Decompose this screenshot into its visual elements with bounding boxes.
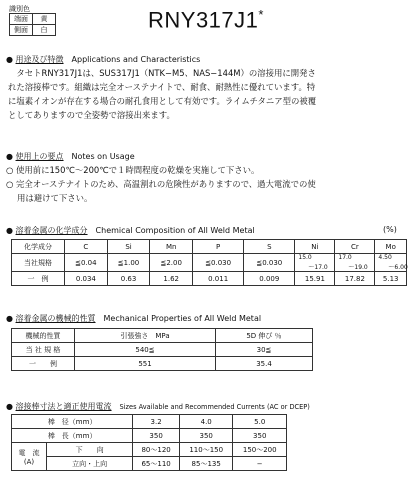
range-low: 17.0 — [338, 254, 352, 261]
table-cell: − — [233, 457, 287, 471]
column-header: C — [65, 240, 108, 254]
table-cell-range — [295, 254, 335, 272]
table-cell-range — [335, 254, 375, 272]
heading-en: Chemical Composition of All Weld Metal — [95, 226, 255, 235]
applications-paragraph — [8, 66, 316, 122]
paragraph-line: に塩素イオンが存在する場合の耐孔食用として有効です。ライムチタニア型の被覆 — [8, 96, 317, 106]
paragraph-line: タセトRNY317J1は、SUS317J1（NTK−M5、NAS−144M）の溶接用に開発さ — [8, 68, 316, 78]
table-header-row — [12, 240, 407, 254]
heading-jp: 溶接棒寸法と適正使用電流 — [15, 402, 112, 411]
row-label: 一 例 — [12, 272, 65, 286]
row-label: 当社規格 — [12, 254, 65, 272]
heading-jp: 使用上の要点 — [15, 152, 64, 161]
heading-jp: 溶着金属の機械的性質 — [15, 314, 96, 323]
column-header: Si — [107, 240, 150, 254]
sizes-currents-table — [11, 414, 287, 471]
product-title — [148, 7, 264, 33]
table-cell: 15.91 — [295, 272, 335, 286]
table-cell: 1.62 — [150, 272, 193, 286]
section-heading-chemical: ● 溶着金属の化学成分 Chemical Composition of All Weld Metal — [6, 226, 255, 235]
range-high: 〜17.0 — [308, 264, 328, 271]
column-header: Mo — [375, 240, 407, 254]
chemical-unit: (%) — [383, 225, 397, 234]
column-header: S — [244, 240, 295, 254]
chemical-composition-table — [11, 239, 407, 286]
table-row-spec — [12, 343, 313, 357]
column-header: 化学成分 — [12, 240, 65, 254]
table-cell: 80〜120 — [133, 443, 180, 457]
table-cell: ≦2.00 — [150, 254, 193, 272]
range-high: 〜6.00 — [388, 264, 408, 271]
table-cell: ≦0.030 — [193, 254, 244, 272]
table-cell: 5.13 — [375, 272, 407, 286]
table-cell: 150〜200 — [233, 443, 287, 457]
table-cell: ≦0.030 — [244, 254, 295, 272]
table-row-vertical — [12, 457, 287, 471]
row-label: 棒 長（mm） — [12, 429, 133, 443]
note-item: ○ 完全オーステナイトのため、高温割れの危険性がありますので、過大電流での使 — [6, 179, 316, 189]
table-row-diameter — [12, 415, 287, 429]
column-header: 5D 伸び ％ — [216, 329, 313, 343]
table-cell: 35.4 — [216, 357, 313, 371]
row-label: 一 例 — [12, 357, 75, 371]
table-cell: 350 — [179, 429, 233, 443]
current-unit: (A) — [23, 457, 35, 466]
row-label: 当 社 規 格 — [12, 343, 75, 357]
column-header: Cr — [335, 240, 375, 254]
position-label: 下 向 — [47, 443, 133, 457]
column-header: 機械的性質 — [12, 329, 75, 343]
current-label: 電 流 — [18, 448, 40, 457]
table-cell: 5.0 — [233, 415, 287, 429]
id-cell-value: 黄 — [33, 14, 56, 25]
heading-jp: 溶着金属の化学成分 — [15, 226, 88, 235]
table-row-example — [12, 357, 313, 371]
current-label-cell — [12, 443, 47, 471]
paragraph-line: れた溶接棒です。組織は完全オーステナイトで、耐食、耐熱性に優れています。特 — [8, 82, 316, 92]
table-cell: 350 — [233, 429, 287, 443]
table-row-flat — [12, 443, 287, 457]
row-label: 棒 径（mm） — [12, 415, 133, 429]
column-header: Mn — [150, 240, 193, 254]
identification-color-table — [9, 13, 56, 36]
table-header-row — [12, 329, 313, 343]
table-cell: 551 — [75, 357, 216, 371]
section-heading-mechanical: ● 溶着金属の機械的性質 Mechanical Properties of All Weld Metal — [6, 314, 262, 323]
column-header: Ni — [295, 240, 335, 254]
section-heading-applications: ● 用途及び特徴 Applications and Characteristics — [6, 55, 201, 64]
table-cell: 3.2 — [133, 415, 180, 429]
paragraph-line: としてありますので全姿勢で溶接出来ます。 — [8, 110, 175, 120]
note-item: 用は避けて下さい。 — [6, 193, 93, 203]
table-cell: 350 — [133, 429, 180, 443]
id-cell-value: 白 — [33, 25, 56, 36]
table-cell: 30≦ — [216, 343, 313, 357]
table-cell: ≦1.00 — [107, 254, 150, 272]
id-cell-label: 端面 — [10, 14, 33, 25]
product-mark: * — [258, 7, 264, 22]
table-cell: 65〜110 — [133, 457, 180, 471]
table-cell: 85〜135 — [179, 457, 233, 471]
table-cell-range — [375, 254, 407, 272]
table-cell: 110〜150 — [179, 443, 233, 457]
section-heading-sizes: ● 溶接棒寸法と適正使用電流 Sizes Available and Recommended Currents (AC or DCEP) — [6, 402, 310, 411]
mechanical-properties-table — [11, 328, 313, 371]
product-name: RNY317J1 — [148, 7, 259, 33]
identification-color-label: 識別色 — [9, 5, 30, 13]
id-row-end — [10, 14, 56, 25]
range-low: 15.0 — [298, 254, 312, 261]
column-header: P — [193, 240, 244, 254]
heading-en: Notes on Usage — [71, 152, 135, 161]
heading-en: Mechanical Properties of All Weld Metal — [103, 314, 262, 323]
note-item: ○ 使用前に150℃〜200℃で１時間程度の乾燥を実施して下さい。 — [6, 165, 260, 175]
id-cell-label: 側面 — [10, 25, 33, 36]
table-cell: 0.63 — [107, 272, 150, 286]
id-row-side — [10, 25, 56, 36]
heading-jp: 用途及び特徴 — [15, 55, 64, 64]
table-row-spec — [12, 254, 407, 272]
table-cell: 0.009 — [244, 272, 295, 286]
table-cell: 4.0 — [179, 415, 233, 429]
position-label: 立向・上向 — [47, 457, 133, 471]
table-cell: ≦0.04 — [65, 254, 108, 272]
section-heading-notes: ● 使用上の要点 Notes on Usage — [6, 152, 135, 161]
heading-en: Sizes Available and Recommended Currents (AC or DCEP) — [119, 403, 310, 411]
range-low: 4.50 — [378, 254, 392, 261]
table-cell: 0.011 — [193, 272, 244, 286]
notes-list — [6, 163, 316, 205]
table-row-example — [12, 272, 407, 286]
heading-en: Applications and Characteristics — [71, 55, 201, 64]
table-cell: 0.034 — [65, 272, 108, 286]
range-high: 〜19.0 — [348, 264, 368, 271]
table-cell: 17.82 — [335, 272, 375, 286]
table-cell: 540≦ — [75, 343, 216, 357]
table-row-length — [12, 429, 287, 443]
column-header: 引張強さ MPa — [75, 329, 216, 343]
